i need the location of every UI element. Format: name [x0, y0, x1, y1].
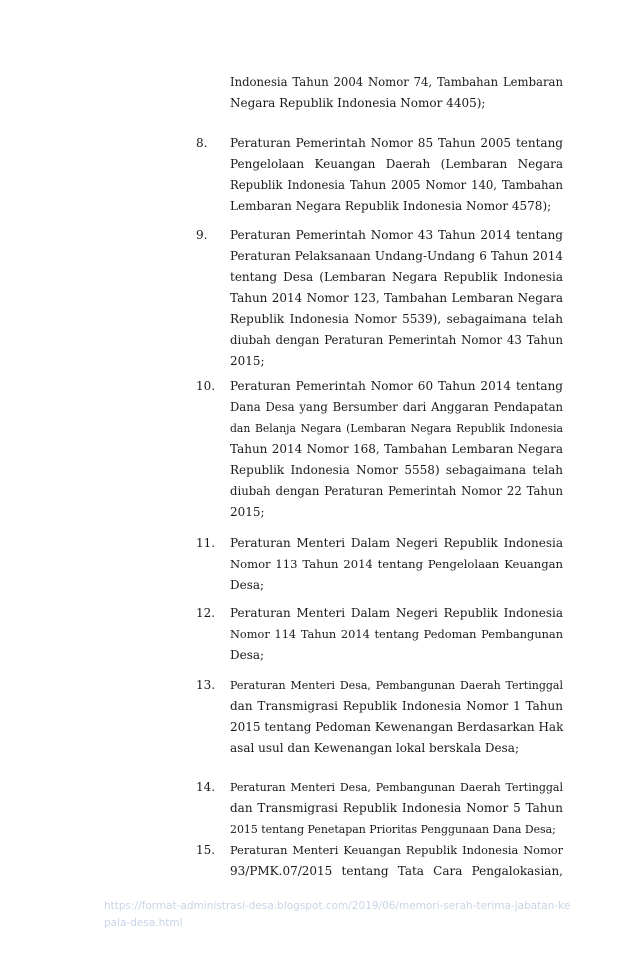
text-line: Nomor 113 Tahun 2014 tentang Pengelolaan Keuangan [230, 557, 563, 571]
item-text [230, 133, 563, 217]
text-line: 2015; [230, 505, 265, 519]
text-line: Peraturan Menteri Dalam Negeri Republik Indonesia [230, 606, 563, 620]
text-line: Peraturan Pelaksanaan Undang-Undang 6 Tahun 2014 [230, 249, 563, 263]
item-text [230, 533, 563, 596]
item-number: 12. [196, 606, 216, 620]
text-line: Peraturan Menteri Dalam Negeri Republik Indonesia [230, 536, 563, 550]
text-line: Desa; [230, 578, 265, 592]
item-text [230, 777, 563, 840]
item-text [230, 675, 563, 759]
text-line: dan Transmigrasi Republik Indonesia Nomor 1 Tahun [230, 699, 563, 713]
text-line: Peraturan Pemerintah Nomor 60 Tahun 2014 tentang [230, 379, 563, 393]
text-line: diubah dengan Peraturan Pemerintah Nomor 22 Tahun [230, 484, 563, 498]
text-line: Republik Indonesia Nomor 5539), sebagaimana telah [230, 312, 563, 326]
text-line: Negara Republik Indonesia Nomor 4405); [230, 96, 486, 110]
text-line: Peraturan Menteri Desa, Pembangunan Daerah Tertinggal [230, 679, 563, 692]
text-line: Peraturan Pemerintah Nomor 85 Tahun 2005 tentang [230, 136, 563, 150]
text-line: 2015 tentang Pedoman Kewenangan Berdasarkan Hak [230, 720, 564, 734]
item-text [230, 376, 563, 523]
text-line: Republik Indonesia Tahun 2005 Nomor 140, Tambahan [230, 178, 563, 192]
item-number: 11. [196, 536, 216, 550]
text-line: Peraturan Menteri Desa, Pembangunan Daerah Tertinggal [230, 781, 563, 794]
item-text [230, 840, 563, 882]
text-line: Tahun 2014 Nomor 123, Tambahan Lembaran Negara [230, 291, 563, 305]
text-line: dan Belanja Negara (Lembaran Negara Republik Indonesia [230, 422, 563, 435]
item-number: 9. [196, 228, 208, 242]
text-line: Peraturan Pemerintah Nomor 43 Tahun 2014 tentang [230, 228, 563, 242]
item-text [230, 72, 563, 114]
item-number: 15. [196, 843, 216, 857]
item-number: 14. [196, 780, 216, 794]
text-line: Lembaran Negara Republik Indonesia Nomor 4578); [230, 199, 552, 213]
text-line: diubah dengan Peraturan Pemerintah Nomor 43 Tahun [230, 333, 563, 347]
text-line: dan Transmigrasi Republik Indonesia Nomor 5 Tahun [230, 801, 563, 815]
text-line: Peraturan Menteri Keuangan Republik Indonesia Nomor [230, 843, 563, 857]
item-number: 10. [196, 379, 216, 393]
source-url-watermark: https://format-administrasi-desa.blogspot.com/2019/06/memori-serah-terima-jabatan-kepala-desa.html [104, 900, 571, 929]
text-line: asal usul dan Kewenangan lokal berskala Desa; [230, 741, 520, 755]
text-line: tentang Desa (Lembaran Negara Republik Indonesia [230, 270, 563, 284]
text-line: Dana Desa yang Bersumber dari Anggaran Pendapatan [230, 400, 563, 414]
text-line: Desa; [230, 648, 265, 662]
item-number: 8. [196, 136, 208, 150]
text-line: Indonesia Tahun 2004 Nomor 74, Tambahan Lembaran [230, 75, 563, 89]
text-line: 2015 tentang Penetapan Prioritas Penggunaan Dana Desa; [230, 823, 556, 836]
text-line: Nomor 114 Tahun 2014 tentang Pedoman Pembangunan [230, 627, 563, 641]
text-line: Republik Indonesia Nomor 5558) sebagaimana telah [230, 463, 563, 477]
text-line: 2015; [230, 354, 265, 368]
item-text [230, 225, 563, 372]
item-number: 13. [196, 678, 216, 692]
text-line: Tahun 2014 Nomor 168, Tambahan Lembaran Negara [230, 442, 563, 456]
text-line: Pengelolaan Keuangan Daerah (Lembaran Negara [230, 157, 563, 171]
item-text [230, 603, 563, 666]
text-line: 93/PMK.07/2015 tentang Tata Cara Pengalokasian, [230, 864, 563, 878]
